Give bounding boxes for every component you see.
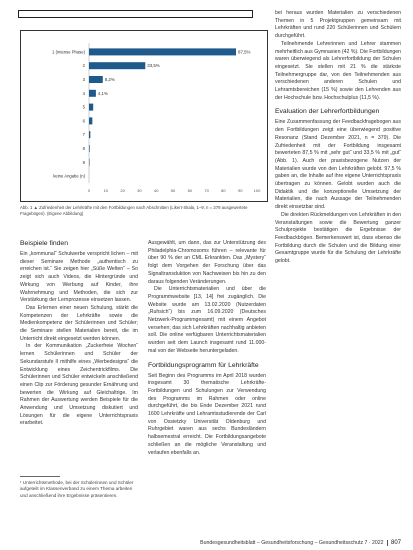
footnote-rule <box>20 476 60 477</box>
column-1 <box>20 240 138 428</box>
bar <box>89 62 145 69</box>
footnote-text: ¹ Unterrichtsmethode, bei der Schülerinnen und Schüler aufgeteilt im Klassenverband zu einem Thema arbeiten und anschließend ihre Ergebnisse präsentieren. <box>20 480 134 498</box>
bar <box>89 48 236 55</box>
category-label: 2 <box>82 63 85 69</box>
section-heading-beispiele: Beispiele finden <box>20 240 68 247</box>
col2-paragraph: Ausgewählt, um dann, das zur Unterstützung des Philadelphia-Chromosoms führen – relevante für über 90 % der an CML Erkrankten. Das „Mystery“ folgt dem Vorgehen der Forschung über das Signaltransduktion von Nachweisen bis hin zu den daraus folgenden Veränderungen. <box>148 240 266 285</box>
value-label: 4,1% <box>97 90 108 96</box>
x-tick-label: 10 <box>103 188 109 193</box>
x-tick-label: 40 <box>153 188 159 193</box>
column-3 <box>275 10 401 266</box>
category-label: keine Angabe (n) <box>53 173 85 179</box>
value-label: 33,5% <box>147 63 160 69</box>
section-heading-fortbildung: Fortbildungsprogramm für Lehrkräfte <box>148 361 259 369</box>
section-heading-evaluation: Evaluation der Lehrerfortbildungen <box>275 108 380 116</box>
col3-paragraph: Eine Zusammenfassung der Feedbackfragebogen aus den Fortbildungen zeigt eine überwiegend positive Resonanz (Stand Dezember 2021, n = 379). Die Zufriedenheit mit der Fortbildung insgesamt bewerteten 87,5 % mit „sehr gut“ und 33,5 % mit „gut“ (Abb. 1). Auch der praxisbezogene Nutzen der Materialien wurde von den Lehrkräften gelobt. 97,5 % gaben an, die Inhalte auf ihre eigene Unterrichtspraxis übertragen zu können. Gelobt wurden auch die Didaktik und die konzeptionelle Umsetzung der Materialien, die nach Aussage der Teilnehmenden direkt einsetzbar sind. <box>275 119 401 211</box>
bar <box>89 159 90 166</box>
journal-footer-text: Bundesgesundheitsblatt – Gesundheitsforschung – Gesundheitsschutz 7 · 2022 <box>200 540 384 546</box>
col1-paragraph: Ein „kommunal“ Schulwerbe verspricht lichen – mit dieser Seminare Methode „authentisch zu erreichen ist.“ Sie zeigen hier „Süße Welten“ – So zeigt sich auch Videos, die Hintergründe und Wirkung von Werbung auf Kinder, ihre Wahrnehmung und Methoden, die sich zur Verstärkung der Lernprozesse einsetzen lassen. <box>20 251 138 304</box>
x-tick-label: 60 <box>187 188 193 193</box>
column-2 <box>148 240 266 457</box>
col1-paragraph: In der Kommunikation „Zuckerfreie Wochen“ lernen Schülerinnen und Schüler der Sekundarstufe II mithilfe eines „Werbedesigns“ die Entwicklung eines Zeichentrickfilms. Die Schülerinnen und Schüler entwickeln anschließend einen Clip zur Förderung gesunder Ernährung und bewerten die Wirkung auf Gleichaltrige. Im Rahmen der Auswertung werden Beispiele für die Anwendung und Umsetzung diskutiert und Lösungen für die eigene Unterrichtspraxis erarbeitet. <box>20 343 138 427</box>
category-label: 4 <box>82 90 85 96</box>
bar <box>89 131 90 138</box>
bar <box>89 90 96 97</box>
category-label: 8 <box>82 146 85 151</box>
col3-paragraph: Teilnehmende Lehrerinnen und Lehrer stammen mehrheitlich aus Gymnasien (42 %). Die Fortbildungen waren überwiegend als Lehrerfortbildung der Schulen eingesetzt. Sie stellen mit 21 % die stärkste Teilnehmergruppe dar, von den Teilnehmenden aus verschiedenen anderen Schulen und Lehramtsbereichen (15 %) sowie den Lehrenden aus der Hochschule bzw. Hochschulplus (11,5 %). <box>275 40 401 101</box>
col2-paragraph: Seit Beginn des Programms im April 2018 wurden insgesamt 30 thematische Lehrkräfte-Fortbildungen und Schulungen zur Verwendung des Programms im Rahmen oder online durchgeführt, die bis Ende Dezember 2021 rund 1600 Lehrkräfte und Lehramtsstudierende der Carl von Ossietzky Universität Oldenburg und Ruhrgebiet waren aus sechs Bundesländern halbsemestral erreicht. Die Fortbildungsangebote schließen an die mögliche Veranstaltung und verlaufen ebenfalls an. <box>148 372 266 456</box>
x-tick-label: 0 <box>87 188 91 193</box>
x-tick-label: 30 <box>137 188 142 193</box>
col1-paragraph: Das Erlernen einer neuen Schulung, stärkt die Kompetenzen der Lehrkräfte sowie die Medienkompetenz der Schülerinnen und Schüler; die Seminare stellen Materialien bereit, die im Unterricht direkt eingesetzt werden können. <box>20 304 138 342</box>
x-tick-label: 80 <box>221 188 226 193</box>
x-tick-label: 90 <box>237 188 243 193</box>
col2-paragraph: Die Unterrichtsmaterialien und über die Programmwebsite [13, 14] frei zugänglich. Die Website wurde am 13.02.2020 (Nutzerdaten „Ruhsich“) bis zum 16.09.2020 (Deutsches Netzwerk-Programmgesamt) mit einem Angebot versehen; das sich Lehrkräften nachhaltig anbieten soll. Die online verfügbaren Unterrichtsmaterialien wurden seit dem Launch insgesamt rund 11.000-mal von der Webseite heruntergeladen. <box>148 286 266 354</box>
footnote <box>20 476 138 499</box>
col3-paragraph: bei heraus wurden Materialien zu verschiedenen Themen in 5 Projektgruppen gemeinsam mit Lehrkräften und rund 220 Schülerinnen und Schülern durchgeführt. <box>275 10 401 40</box>
category-label: 5 <box>82 104 85 110</box>
category-label: 3 <box>82 77 85 82</box>
bar <box>89 104 93 111</box>
category-label: 1 (intense Phase) <box>52 49 85 55</box>
category-label: 6 <box>82 118 85 124</box>
bar <box>89 76 103 83</box>
header-bar <box>18 10 253 18</box>
bar-chart <box>20 30 268 202</box>
x-tick-label: 50 <box>170 188 176 193</box>
x-tick-label: 20 <box>120 188 125 193</box>
page-number: 807 <box>387 540 401 546</box>
x-tick-label: 70 <box>204 188 209 193</box>
value-label: 87,5% <box>238 49 251 55</box>
bar <box>89 117 92 124</box>
figure-caption: Abb. 1 ▲ Zufriedenheit der Lehrkräfte mit den Fortbildungen nach Abschnitten (Likert-Skala, 1–9; n = 379 ausgewertete Fragebögen). (Eigene Abbildung) <box>20 205 248 216</box>
x-tick-label: 100 <box>253 188 261 193</box>
value-label: 8,2% <box>104 77 115 82</box>
page-footer <box>200 540 401 546</box>
category-label: 7 <box>82 132 85 138</box>
col3-paragraph: Die direkten Rückmeldungen von Lehrkräften in den Veranstaltungen sowie die Bewertung ganzer Schulprojekte bestätigen die Ergebnisse der Feedbackbögen. Bemerkenswert ist, dass ebenso die Fortbildung durch die Schulen und die Bildung einer Gesamtgruppe wurde für die Schulung der Lehrkräfte gelobt. <box>275 211 401 265</box>
bar <box>89 145 90 152</box>
category-label: 9 <box>82 159 85 165</box>
bar-chart-svg <box>21 31 269 203</box>
